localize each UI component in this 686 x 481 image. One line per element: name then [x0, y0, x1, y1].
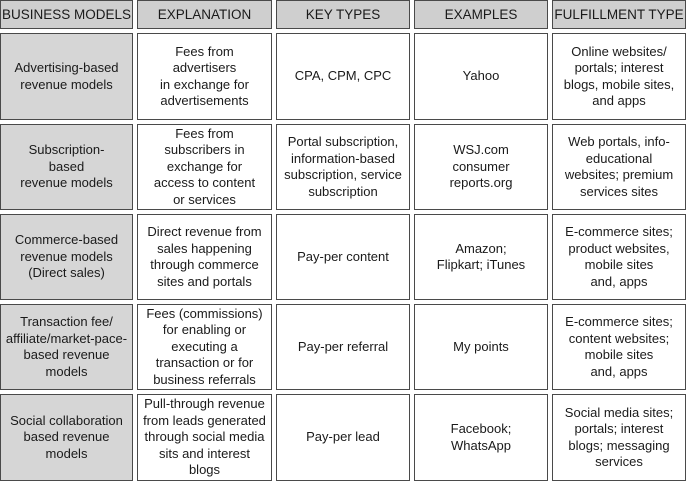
examples-cell: Amazon; Flipkart; iTunes — [414, 214, 548, 300]
key-types-cell: CPA, CPM, CPC — [276, 33, 410, 120]
business-model-cell: Subscription- based revenue models — [0, 124, 133, 210]
key-types-cell: Pay-per referral — [276, 304, 410, 390]
fulfillment-type-cell: E-commerce sites; content websites; mobile sites and, apps — [552, 304, 686, 390]
fulfillment-type-cell: Social media sites; portals; interest blogs; messaging services — [552, 394, 686, 481]
fulfillment-type-cell: E-commerce sites; product websites, mobile sites and, apps — [552, 214, 686, 300]
examples-cell: My points — [414, 304, 548, 390]
key-types-cell: Pay-per content — [276, 214, 410, 300]
header-explanation: EXPLANATION — [137, 0, 272, 29]
key-types-cell: Pay-per lead — [276, 394, 410, 481]
header-business-models: BUSINESS MODELS — [0, 0, 133, 29]
business-model-cell: Social collaboration based revenue models — [0, 394, 133, 481]
explanation-cell: Fees (commissions) for enabling or executing a transaction or for business referrals — [137, 304, 272, 390]
fulfillment-type-cell: Web portals, info- educational websites; premium services sites — [552, 124, 686, 210]
explanation-cell: Direct revenue from sales happening through commerce sites and portals — [137, 214, 272, 300]
fulfillment-type-cell: Online websites/ portals; interest blogs, mobile sites, and apps — [552, 33, 686, 120]
explanation-cell: Pull-through revenue from leads generated through social media sits and interest blogs — [137, 394, 272, 481]
explanation-cell: Fees from advertisers in exchange for advertisements — [137, 33, 272, 120]
examples-cell: Yahoo — [414, 33, 548, 120]
header-key-types: KEY TYPES — [276, 0, 410, 29]
explanation-cell: Fees from subscribers in exchange for access to content or services — [137, 124, 272, 210]
header-fulfillment-type: FULFILLMENT TYPE — [552, 0, 686, 29]
examples-cell: Facebook; WhatsApp — [414, 394, 548, 481]
business-model-cell: Transaction fee/ affiliate/market-pace- based revenue models — [0, 304, 133, 390]
header-examples: EXAMPLES — [414, 0, 548, 29]
business-model-cell: Advertising-based revenue models — [0, 33, 133, 120]
business-model-cell: Commerce-based revenue models (Direct sales) — [0, 214, 133, 300]
key-types-cell: Portal subscription, information-based subscription, service subscription — [276, 124, 410, 210]
examples-cell: WSJ.com consumer reports.org — [414, 124, 548, 210]
